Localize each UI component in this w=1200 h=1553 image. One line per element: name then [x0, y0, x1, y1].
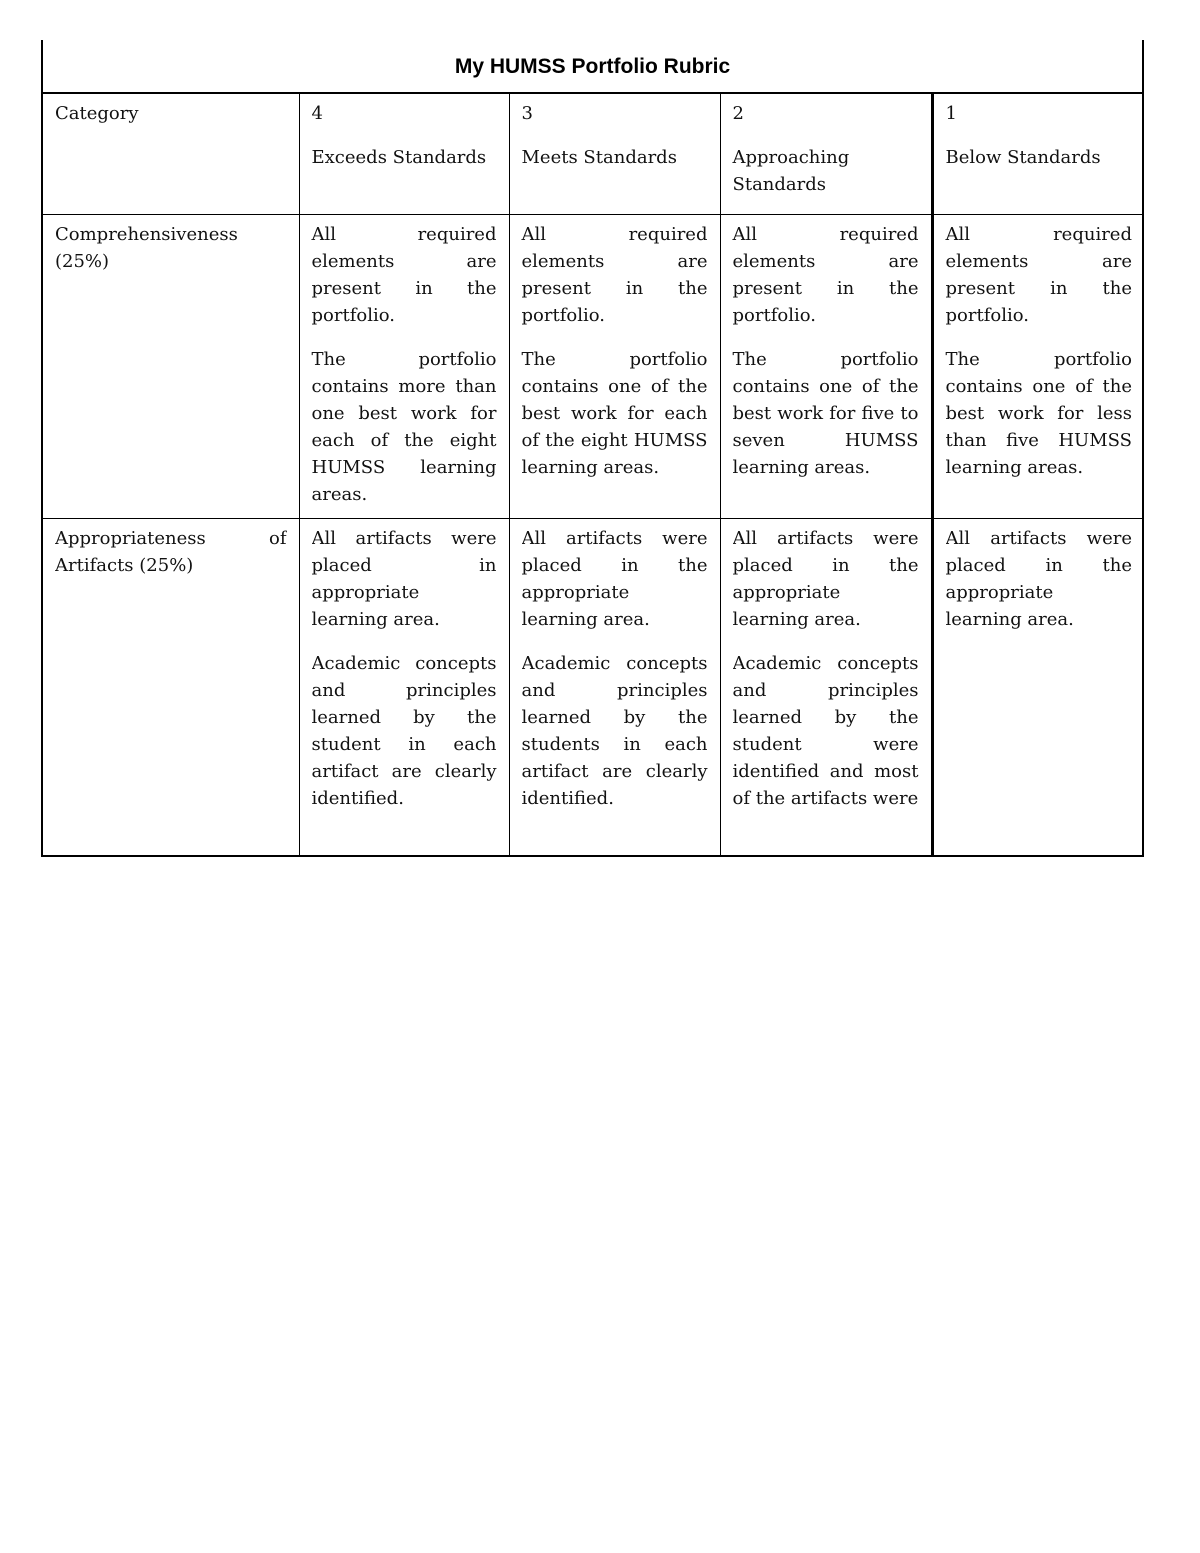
criteria-text: The portfolio contains one of the best work for each of the eight HUMSS learning areas.	[521, 348, 708, 478]
criteria-text: All artifacts were placed in the appropriate learning area.	[521, 527, 708, 630]
header-level-score: 3	[521, 103, 533, 124]
criteria-text: All required elements are present in the portfolio.	[521, 223, 708, 326]
rubric-row-comprehensiveness	[43, 214, 1144, 518]
header-level-label: Meets Standards	[521, 147, 677, 168]
header-level-label: Below Standards	[945, 147, 1101, 168]
category-cell	[43, 518, 299, 855]
criteria-text: All artifacts were placed in the appropriate learning area.	[945, 527, 1132, 630]
header-level-3-cell	[509, 94, 720, 214]
criteria-text: All required elements are present in the portfolio.	[732, 223, 919, 326]
criteria-cell	[932, 518, 1144, 855]
header-category-label: Category	[55, 103, 139, 124]
criteria-text: All required elements are present in the portfolio.	[945, 223, 1132, 326]
criteria-cell	[509, 518, 720, 855]
criteria-cell	[720, 518, 932, 855]
header-level-4-cell	[299, 94, 509, 214]
header-level-score: 1	[945, 103, 957, 124]
header-level-score: 4	[311, 103, 323, 124]
header-row	[43, 94, 1144, 214]
criteria-text: Academic concepts and principles learned by the student in each artifact are clearly identified.	[311, 652, 497, 809]
criteria-text: Academic concepts and principles learned by the students in each artifact are clearly identified.	[521, 652, 708, 809]
rubric-row-appropriateness	[43, 518, 1144, 855]
header-category-cell	[43, 94, 299, 214]
criteria-text: All artifacts were placed in appropriate learning area.	[311, 527, 497, 630]
category-label: Appropriateness of Artifacts (25%)	[55, 527, 287, 576]
criteria-text: All required elements are present in the portfolio.	[311, 223, 497, 326]
header-level-label: Approaching Standards	[732, 147, 850, 195]
category-label: Comprehensiveness (25%)	[55, 223, 238, 272]
category-cell	[43, 214, 299, 518]
criteria-text: Academic concepts and principles learned by the student were identified and most of the artifacts were	[732, 652, 919, 809]
rubric-title: My HUMSS Portfolio Rubric	[43, 40, 1142, 94]
criteria-text: The portfolio contains one of the best work for five to seven HUMSS learning areas.	[732, 348, 919, 478]
criteria-text: The portfolio contains one of the best work for less than five HUMSS learning areas.	[945, 348, 1132, 478]
criteria-cell	[299, 518, 509, 855]
rubric-grid	[43, 94, 1144, 855]
criteria-cell	[299, 214, 509, 518]
header-level-score: 2	[732, 103, 744, 124]
header-level-1-cell	[932, 94, 1144, 214]
header-level-label: Exceeds Standards	[311, 147, 487, 168]
rubric-table	[41, 40, 1144, 857]
criteria-text: The portfolio contains more than one best work for each of the eight HUMSS learning areas.	[311, 348, 497, 505]
criteria-cell	[509, 214, 720, 518]
criteria-text: All artifacts were placed in the appropriate learning area.	[732, 527, 919, 630]
criteria-cell	[932, 214, 1144, 518]
criteria-cell	[720, 214, 932, 518]
header-level-2-cell	[720, 94, 932, 214]
